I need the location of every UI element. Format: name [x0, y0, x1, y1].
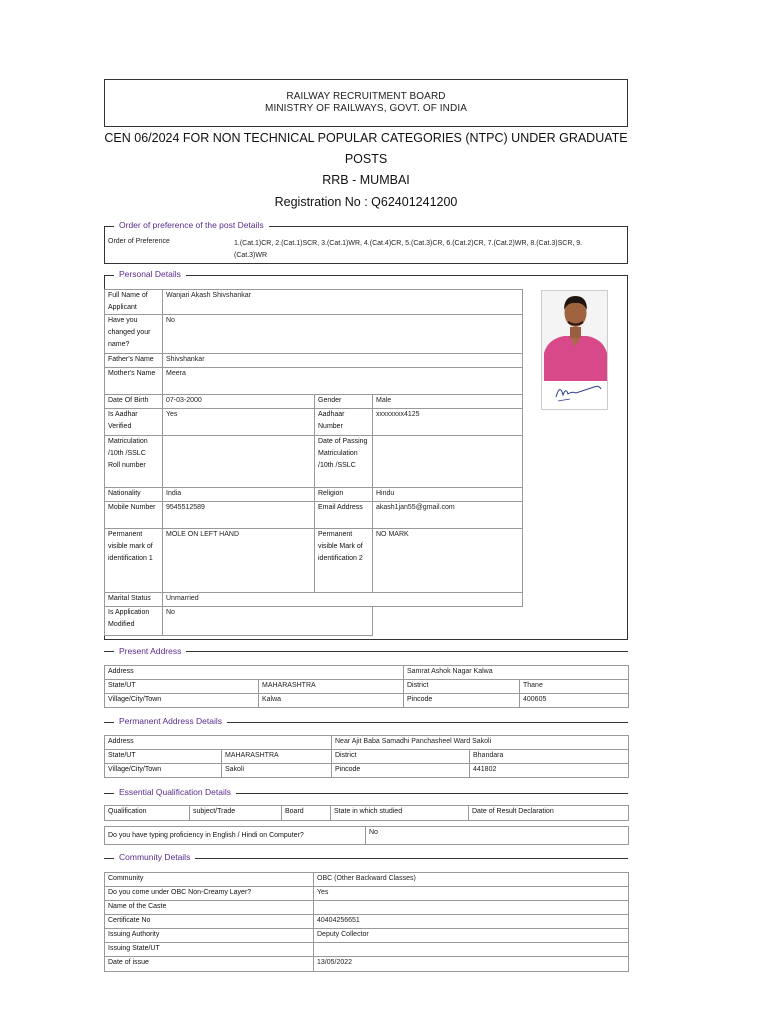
changed-name-value: No — [163, 315, 523, 354]
aadhaar-number-value: xxxxxxxx4125 — [373, 409, 523, 436]
community-value: OBC (Other Backward Classes) — [314, 873, 629, 887]
permanent-state-label: State/UT — [105, 750, 222, 764]
pref-value: 1.(Cat.1)CR, 2.(Cat.1)SCR, 3.(Cat.1)WR, 4.(Cat.4)CR, 5.(Cat.3)CR, 6.(Cat.2)CR, 7.(Cat.2)WR, 8.(Cat.3)SCR, 9.(Cat.3)WR — [234, 240, 583, 259]
header-box — [104, 79, 628, 127]
father-name-label: Father's Name — [105, 354, 163, 368]
mother-name-label: Mother's Name — [105, 368, 163, 395]
permanent-state-value: MAHARASHTRA — [222, 750, 332, 764]
aadhaar-verified-label: Is Aadhar Verified — [105, 409, 163, 436]
religion-value: Hindu — [373, 488, 523, 502]
dob-value: 07-03-2000 — [163, 395, 315, 409]
issuing-authority-value: Deputy Collector — [314, 929, 629, 943]
permanent-section-title: Permanent Address Details — [114, 716, 227, 726]
present-village-label: Village/City/Town — [105, 694, 259, 708]
nationality-value: India — [163, 488, 315, 502]
mobile-value: 9545512589 — [163, 502, 315, 529]
matric-roll-label: Matriculation /10th /SSLC Roll number — [105, 436, 163, 488]
photo-illustration — [542, 291, 608, 410]
present-state-value: MAHARASHTRA — [259, 680, 404, 694]
issuing-authority-label: Issuing Authority — [105, 929, 314, 943]
exam-title-line-2: POSTS — [344, 152, 388, 166]
issuing-state-label: Issuing State/UT — [105, 943, 314, 957]
qualification-col-header: Qualification — [105, 806, 190, 821]
permanent-village-label: Village/City/Town — [105, 764, 222, 778]
header-line-2: MINISTRY OF RAILWAYS, GOVT. OF INDIA — [265, 103, 467, 114]
matric-date-label: Date of Passing Matriculation /10th /SSLC — [315, 436, 373, 488]
dob-label: Date Of Birth — [105, 395, 163, 409]
caste-value — [314, 901, 629, 915]
permanent-pincode-label: Pincode — [332, 764, 470, 778]
header-line-1: RAILWAY RECRUITMENT BOARD — [286, 91, 446, 102]
pref-label: Order of Preference — [108, 238, 170, 245]
personal-table — [104, 289, 523, 636]
father-name-value: Shivshankar — [163, 354, 523, 368]
typing-value: No — [366, 827, 629, 845]
email-value: akash1jan55@gmail.com — [373, 502, 523, 529]
typing-table — [104, 826, 629, 845]
community-section-title: Community Details — [114, 852, 195, 862]
present-district-value: Thane — [520, 680, 629, 694]
qualification-section-title: Essential Qualification Details — [114, 787, 236, 797]
email-label: Email Address — [315, 502, 373, 529]
issue-date-value: 13/05/2022 — [314, 957, 629, 972]
permanent-village-value: Sakoli — [222, 764, 332, 778]
present-pincode-label: Pincode — [404, 694, 520, 708]
mobile-label: Mobile Number — [105, 502, 163, 529]
personal-right-line — [627, 275, 628, 640]
full-name-label: Full Name of Applicant — [105, 290, 163, 315]
marital-status-label: Marital Status — [105, 593, 163, 607]
state-col-header: State in which studied — [331, 806, 469, 821]
personal-bottom-line — [104, 639, 628, 640]
non-creamy-label: Do you come under OBC Non-Creamy Layer? — [105, 887, 314, 901]
pref-section-title: Order of preference of the post Details — [114, 220, 269, 230]
gender-label: Gender — [315, 395, 373, 409]
empty-cell — [373, 607, 523, 636]
typing-label: Do you have typing proficiency in English / Hindi on Computer? — [105, 827, 366, 845]
mark2-label: Permanent visible Mark of identification 2 — [315, 529, 373, 593]
present-village-value: Kalwa — [259, 694, 404, 708]
result-date-col-header: Date of Result Declaration — [469, 806, 629, 821]
caste-label: Name of the Caste — [105, 901, 314, 915]
pref-right-line — [627, 226, 628, 264]
permanent-address-value: Near Ajit Baba Samadhi Panchasheel Ward Sakoli — [332, 736, 629, 750]
aadhaar-verified-value: Yes — [163, 409, 315, 436]
permanent-district-value: Bhandara — [470, 750, 629, 764]
registration-number: Registration No : Q62401241200 — [274, 195, 458, 209]
present-pincode-value: 400605 — [520, 694, 629, 708]
nationality-label: Nationality — [105, 488, 163, 502]
mother-name-value: Meera — [163, 368, 523, 395]
pref-bottom-line — [104, 263, 628, 264]
certificate-value: 40404256651 — [314, 915, 629, 929]
present-section-title: Present Address — [114, 646, 186, 656]
full-name-value: Wanjari Akash Shivshankar — [163, 290, 523, 315]
exam-title-line-1: CEN 06/2024 FOR NON TECHNICAL POPULAR CATEGORIES (NTPC) UNDER GRADUATE — [104, 131, 628, 145]
present-district-label: District — [404, 680, 520, 694]
aadhaar-number-label: Aadhaar Number — [315, 409, 373, 436]
issuing-state-value — [314, 943, 629, 957]
board-col-header: Board — [282, 806, 331, 821]
present-state-label: State/UT — [105, 680, 259, 694]
community-table — [104, 872, 629, 972]
subject-col-header: subject/Trade — [190, 806, 282, 821]
mark1-value: MOLE ON LEFT HAND — [163, 529, 315, 593]
permanent-pincode-value: 441802 — [470, 764, 629, 778]
matric-roll-value — [163, 436, 315, 488]
permanent-address-table — [104, 735, 629, 778]
application-modified-value: No — [163, 607, 373, 636]
marital-status-value: Unmarried — [163, 593, 523, 607]
non-creamy-value: Yes — [314, 887, 629, 901]
applicant-photo — [541, 290, 608, 410]
permanent-address-label: Address — [105, 736, 332, 750]
present-address-value: Samrat Ashok Nagar Kalwa — [404, 666, 629, 680]
issue-date-label: Date of issue — [105, 957, 314, 972]
community-label: Community — [105, 873, 314, 887]
mark2-value: NO MARK — [373, 529, 523, 593]
personal-section-title: Personal Details — [114, 269, 186, 279]
application-modified-label: Is Application Modified — [105, 607, 163, 636]
gender-value: Male — [373, 395, 523, 409]
permanent-district-label: District — [332, 750, 470, 764]
present-address-table — [104, 665, 629, 708]
religion-label: Religion — [315, 488, 373, 502]
mark1-label: Permanent visible mark of identification 1 — [105, 529, 163, 593]
rrb-name: RRB - MUMBAI — [322, 173, 410, 187]
present-address-label: Address — [105, 666, 404, 680]
matric-date-value — [373, 436, 523, 488]
changed-name-label: Have you changed your name? — [105, 315, 163, 354]
pref-left-line — [104, 226, 105, 264]
qualification-table — [104, 805, 629, 821]
certificate-label: Certificate No — [105, 915, 314, 929]
